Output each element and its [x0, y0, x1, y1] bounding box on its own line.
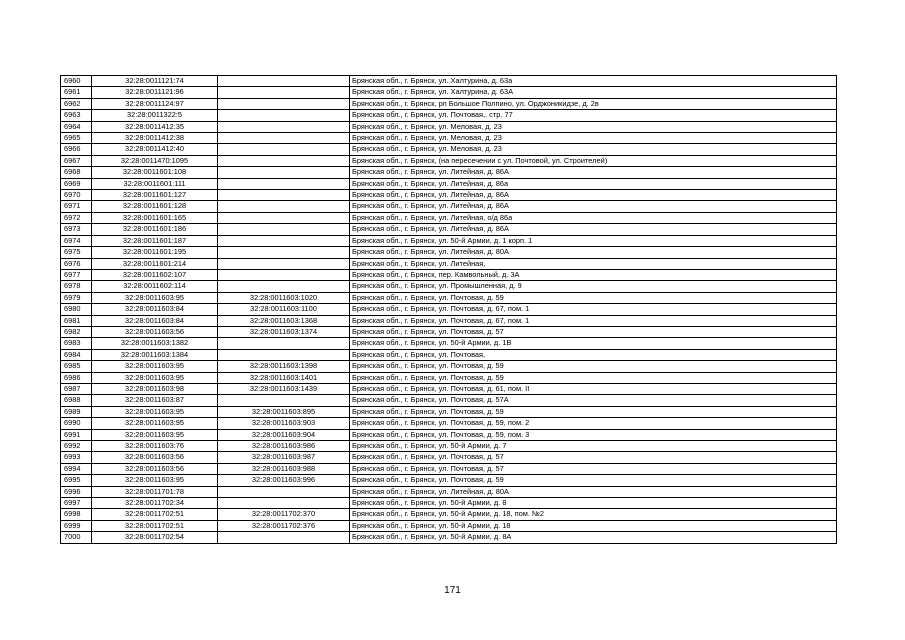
table-row	[61, 361, 837, 372]
premises-number-cell	[218, 155, 350, 166]
premises-number-cell: 32:28:0011603:904	[218, 429, 350, 440]
premises-number-cell	[218, 121, 350, 132]
cadastral-number-cell: 32:28:0011603:95	[92, 292, 218, 303]
row-number-cell: 6969	[61, 178, 92, 189]
cadastral-number-cell: 32:28:0011603:76	[92, 441, 218, 452]
cadastral-number-cell: 32:28:0011603:95	[92, 361, 218, 372]
address-cell: Брянская обл., г. Брянск, ул. Почтовая, д. 57	[350, 463, 837, 474]
premises-number-cell	[218, 498, 350, 509]
page-number: 171	[444, 585, 461, 596]
cadastral-number-cell: 32:28:0011601:108	[92, 167, 218, 178]
address-cell: Брянская обл., г. Брянск, ул. Почтовая,. стр. 77	[350, 110, 837, 121]
table-row	[61, 247, 837, 258]
address-cell: Брянская обл., г. Брянск, рп Большое Полпино, ул. Орджоникидзе, д. 2в	[350, 98, 837, 109]
premises-number-cell	[218, 190, 350, 201]
premises-number-cell	[218, 235, 350, 246]
address-cell: Брянская обл., г. Брянск, ул. Почтовая, д. 57	[350, 452, 837, 463]
row-number-cell: 6996	[61, 486, 92, 497]
address-cell: Брянская обл., г. Брянск, ул. 50-й Армии, д. 1 корп. 1	[350, 235, 837, 246]
address-cell: Брянская обл., г. Брянск, ул. Меловая, д. 23	[350, 133, 837, 144]
row-number-cell: 6985	[61, 361, 92, 372]
cadastral-number-cell: 32:28:0011412:38	[92, 133, 218, 144]
address-cell: Брянская обл., г. Брянск, ул. Литейная, д. 86А	[350, 190, 837, 201]
cadastral-number-cell: 32:28:0011702:51	[92, 509, 218, 520]
cadastral-number-cell: 32:28:0011412:35	[92, 121, 218, 132]
address-cell: Брянская обл., г. Брянск, ул. Меловая, д. 23	[350, 121, 837, 132]
row-number-cell: 6970	[61, 190, 92, 201]
address-cell: Брянская обл., г. Брянск, ул. Литейная, д. 86А	[350, 224, 837, 235]
table-row	[61, 383, 837, 394]
row-number-cell: 6972	[61, 212, 92, 223]
cadastral-number-cell: 32:28:0011701:78	[92, 486, 218, 497]
address-cell: Брянская обл., г. Брянск, ул. Халтурина, д. 63а	[350, 76, 837, 87]
address-cell: Брянская обл., г. Брянск, ул. 50-й Армии, д. 18, пом. №2	[350, 509, 837, 520]
property-table	[60, 75, 837, 544]
table-row	[61, 372, 837, 383]
cadastral-number-cell: 32:28:0011603:95	[92, 418, 218, 429]
row-number-cell: 6966	[61, 144, 92, 155]
row-number-cell: 6983	[61, 338, 92, 349]
table-row	[61, 258, 837, 269]
premises-number-cell: 32:28:0011603:895	[218, 406, 350, 417]
row-number-cell: 6962	[61, 98, 92, 109]
address-cell: Брянская обл., г. Брянск, ул. Литейная, д. 86А	[350, 167, 837, 178]
cadastral-number-cell: 32:28:0011602:107	[92, 269, 218, 280]
table-row	[61, 406, 837, 417]
table-row	[61, 441, 837, 452]
cadastral-number-cell: 32:28:0011121:96	[92, 87, 218, 98]
address-cell: Брянская обл., г. Брянск, ул. Литейная, д. 80А	[350, 247, 837, 258]
row-number-cell: 6987	[61, 383, 92, 394]
premises-number-cell: 32:28:0011603:1020	[218, 292, 350, 303]
premises-number-cell	[218, 224, 350, 235]
row-number-cell: 6980	[61, 304, 92, 315]
table-row	[61, 498, 837, 509]
address-cell: Брянская обл., г. Брянск, пер. Камвольный, д. 3А	[350, 269, 837, 280]
address-cell: Брянская обл., г. Брянск, ул. 50-й Армии, д. 1В	[350, 338, 837, 349]
row-number-cell: 6982	[61, 326, 92, 337]
premises-number-cell	[218, 98, 350, 109]
cadastral-number-cell: 32:28:0011601:186	[92, 224, 218, 235]
address-cell: Брянская обл., г. Брянск, ул. Халтурина, д. 63А	[350, 87, 837, 98]
address-cell: Брянская обл., г. Брянск, ул. Почтовая, д. 61, пом. II	[350, 383, 837, 394]
cadastral-number-cell: 32:28:0011603:56	[92, 326, 218, 337]
row-number-cell: 6964	[61, 121, 92, 132]
premises-number-cell	[218, 201, 350, 212]
premises-number-cell: 32:28:0011603:903	[218, 418, 350, 429]
address-cell: Брянская обл., г. Брянск, ул. Литейная, д. 86А	[350, 201, 837, 212]
table-row	[61, 121, 837, 132]
address-cell: Брянская обл., г. Брянск, ул. Почтовая, д. 59	[350, 361, 837, 372]
table-row	[61, 98, 837, 109]
premises-number-cell	[218, 532, 350, 543]
table-row	[61, 475, 837, 486]
premises-number-cell: 32:28:0011603:1401	[218, 372, 350, 383]
row-number-cell: 6994	[61, 463, 92, 474]
address-cell: Брянская обл., г. Брянск, ул. Литейная,	[350, 258, 837, 269]
cadastral-number-cell: 32:28:0011322:5	[92, 110, 218, 121]
row-number-cell: 7000	[61, 532, 92, 543]
address-cell: Брянская обл., г. Брянск, ул. Почтовая,	[350, 349, 837, 360]
premises-number-cell: 32:28:0011702:370	[218, 509, 350, 520]
row-number-cell: 6998	[61, 509, 92, 520]
premises-number-cell	[218, 144, 350, 155]
premises-number-cell: 32:28:0011603:996	[218, 475, 350, 486]
table-row	[61, 509, 837, 520]
premises-number-cell	[218, 486, 350, 497]
table-row	[61, 418, 837, 429]
cadastral-number-cell: 32:28:0011603:98	[92, 383, 218, 394]
row-number-cell: 6984	[61, 349, 92, 360]
premises-number-cell: 32:28:0011603:1368	[218, 315, 350, 326]
premises-number-cell	[218, 167, 350, 178]
cadastral-number-cell: 32:28:0011702:54	[92, 532, 218, 543]
row-number-cell: 6995	[61, 475, 92, 486]
cadastral-number-cell: 32:28:0011603:56	[92, 452, 218, 463]
row-number-cell: 6968	[61, 167, 92, 178]
premises-number-cell	[218, 338, 350, 349]
cadastral-number-cell: 32:28:0011412:40	[92, 144, 218, 155]
table-row	[61, 520, 837, 531]
premises-number-cell	[218, 269, 350, 280]
table-row	[61, 292, 837, 303]
cadastral-number-cell: 32:28:0011121:74	[92, 76, 218, 87]
cadastral-number-cell: 32:28:0011603:95	[92, 406, 218, 417]
table-row	[61, 155, 837, 166]
address-cell: Брянская обл., г. Брянск, ул. 50-й Армии, д. 18	[350, 520, 837, 531]
row-number-cell: 6989	[61, 406, 92, 417]
property-table-body	[61, 76, 837, 544]
cadastral-number-cell: 32:28:0011603:95	[92, 475, 218, 486]
address-cell: Брянская обл., г. Брянск, ул. Меловая, д. 23	[350, 144, 837, 155]
premises-number-cell	[218, 395, 350, 406]
cadastral-number-cell: 32:28:0011601:127	[92, 190, 218, 201]
premises-number-cell	[218, 258, 350, 269]
table-row	[61, 76, 837, 87]
premises-number-cell	[218, 76, 350, 87]
address-cell: Брянская обл., г. Брянск, ул. Литейная, д. 86а	[350, 178, 837, 189]
cadastral-number-cell: 32:28:0011601:111	[92, 178, 218, 189]
cadastral-number-cell: 32:28:0011603:1384	[92, 349, 218, 360]
row-number-cell: 6981	[61, 315, 92, 326]
address-cell: Брянская обл., г. Брянск, ул. 50-й Армии, д. 8	[350, 498, 837, 509]
premises-number-cell	[218, 110, 350, 121]
table-row	[61, 315, 837, 326]
address-cell: Брянская обл., г. Брянск, ул. Промышленная, д. 9	[350, 281, 837, 292]
cadastral-number-cell: 32:28:0011124:97	[92, 98, 218, 109]
premises-number-cell: 32:28:0011603:1100	[218, 304, 350, 315]
premises-number-cell: 32:28:0011603:1374	[218, 326, 350, 337]
table-row	[61, 178, 837, 189]
premises-number-cell: 32:28:0011702:376	[218, 520, 350, 531]
table-row	[61, 87, 837, 98]
premises-number-cell: 32:28:0011603:986	[218, 441, 350, 452]
premises-number-cell	[218, 281, 350, 292]
premises-number-cell	[218, 247, 350, 258]
address-cell: Брянская обл., г. Брянск, ул. Почтовая, д. 59	[350, 406, 837, 417]
premises-number-cell	[218, 133, 350, 144]
row-number-cell: 6961	[61, 87, 92, 98]
address-cell: Брянская обл., г. Брянск, ул. Литейная, о/д 86а	[350, 212, 837, 223]
row-number-cell: 6965	[61, 133, 92, 144]
cadastral-number-cell: 32:28:0011601:128	[92, 201, 218, 212]
table-row	[61, 201, 837, 212]
table-row	[61, 110, 837, 121]
table-row	[61, 486, 837, 497]
address-cell: Брянская обл., г. Брянск, ул. 50-й Армии, д. 7	[350, 441, 837, 452]
address-cell: Брянская обл., г. Брянск, ул. Почтовая, д. 59	[350, 292, 837, 303]
row-number-cell: 6979	[61, 292, 92, 303]
table-row	[61, 269, 837, 280]
cadastral-number-cell: 32:28:0011702:51	[92, 520, 218, 531]
table-row	[61, 326, 837, 337]
row-number-cell: 6990	[61, 418, 92, 429]
address-cell: Брянская обл., г. Брянск, ул. Почтовая, д. 59	[350, 475, 837, 486]
row-number-cell: 6986	[61, 372, 92, 383]
table-row	[61, 349, 837, 360]
row-number-cell: 6976	[61, 258, 92, 269]
premises-number-cell	[218, 178, 350, 189]
cadastral-number-cell: 32:28:0011603:56	[92, 463, 218, 474]
table-row	[61, 190, 837, 201]
row-number-cell: 6997	[61, 498, 92, 509]
table-row	[61, 463, 837, 474]
address-cell: Брянская обл., г. Брянск, ул. Литейная, д. 80А	[350, 486, 837, 497]
premises-number-cell	[218, 212, 350, 223]
address-cell: Брянская обл., г. Брянск, ул. Почтовая, д. 59	[350, 372, 837, 383]
premises-number-cell: 32:28:0011603:987	[218, 452, 350, 463]
cadastral-number-cell: 32:28:0011603:87	[92, 395, 218, 406]
cadastral-number-cell: 32:28:0011601:195	[92, 247, 218, 258]
row-number-cell: 6977	[61, 269, 92, 280]
table-row	[61, 452, 837, 463]
table-row	[61, 338, 837, 349]
address-cell: Брянская обл., г. Брянск, ул. Почтовая, д. 59, пом. 2	[350, 418, 837, 429]
row-number-cell: 6971	[61, 201, 92, 212]
row-number-cell: 6973	[61, 224, 92, 235]
premises-number-cell: 32:28:0011603:988	[218, 463, 350, 474]
premises-number-cell	[218, 87, 350, 98]
table-row	[61, 281, 837, 292]
premises-number-cell	[218, 349, 350, 360]
table-row	[61, 144, 837, 155]
table-row	[61, 167, 837, 178]
address-cell: Брянская обл., г. Брянск, ул. Почтовая, д. 67, пом. 1	[350, 304, 837, 315]
premises-number-cell: 32:28:0011603:1439	[218, 383, 350, 394]
table-row	[61, 224, 837, 235]
cadastral-number-cell: 32:28:0011601:187	[92, 235, 218, 246]
cadastral-number-cell: 32:28:0011603:84	[92, 304, 218, 315]
row-number-cell: 6967	[61, 155, 92, 166]
row-number-cell: 6963	[61, 110, 92, 121]
row-number-cell: 6991	[61, 429, 92, 440]
row-number-cell: 6988	[61, 395, 92, 406]
table-row	[61, 395, 837, 406]
cadastral-number-cell: 32:28:0011601:165	[92, 212, 218, 223]
cadastral-number-cell: 32:28:0011602:114	[92, 281, 218, 292]
table-row	[61, 304, 837, 315]
cadastral-number-cell: 32:28:0011601:214	[92, 258, 218, 269]
row-number-cell: 6992	[61, 441, 92, 452]
row-number-cell: 6978	[61, 281, 92, 292]
row-number-cell: 6993	[61, 452, 92, 463]
premises-number-cell: 32:28:0011603:1398	[218, 361, 350, 372]
address-cell: Брянская обл., г. Брянск, (на пересечении с ул. Почтовой, ул. Строителей)	[350, 155, 837, 166]
address-cell: Брянская обл., г. Брянск, ул. Почтовая, д. 57А	[350, 395, 837, 406]
table-row	[61, 235, 837, 246]
address-cell: Брянская обл., г. Брянск, ул. Почтовая, д. 59, пом. 3	[350, 429, 837, 440]
address-cell: Брянская обл., г. Брянск, ул. Почтовая, д. 67, пом. 1	[350, 315, 837, 326]
cadastral-number-cell: 32:28:0011603:1382	[92, 338, 218, 349]
row-number-cell: 6974	[61, 235, 92, 246]
table-row	[61, 429, 837, 440]
address-cell: Брянская обл., г. Брянск, ул. 50-й Армии, д. 8А	[350, 532, 837, 543]
cadastral-number-cell: 32:28:0011603:95	[92, 372, 218, 383]
address-cell: Брянская обл., г. Брянск, ул. Почтовая, д. 57	[350, 326, 837, 337]
cadastral-number-cell: 32:28:0011603:95	[92, 429, 218, 440]
row-number-cell: 6975	[61, 247, 92, 258]
table-row	[61, 532, 837, 543]
cadastral-number-cell: 32:28:0011470:1095	[92, 155, 218, 166]
table-row	[61, 212, 837, 223]
table-row	[61, 133, 837, 144]
cadastral-number-cell: 32:28:0011603:84	[92, 315, 218, 326]
row-number-cell: 6960	[61, 76, 92, 87]
cadastral-number-cell: 32:28:0011702:34	[92, 498, 218, 509]
row-number-cell: 6999	[61, 520, 92, 531]
